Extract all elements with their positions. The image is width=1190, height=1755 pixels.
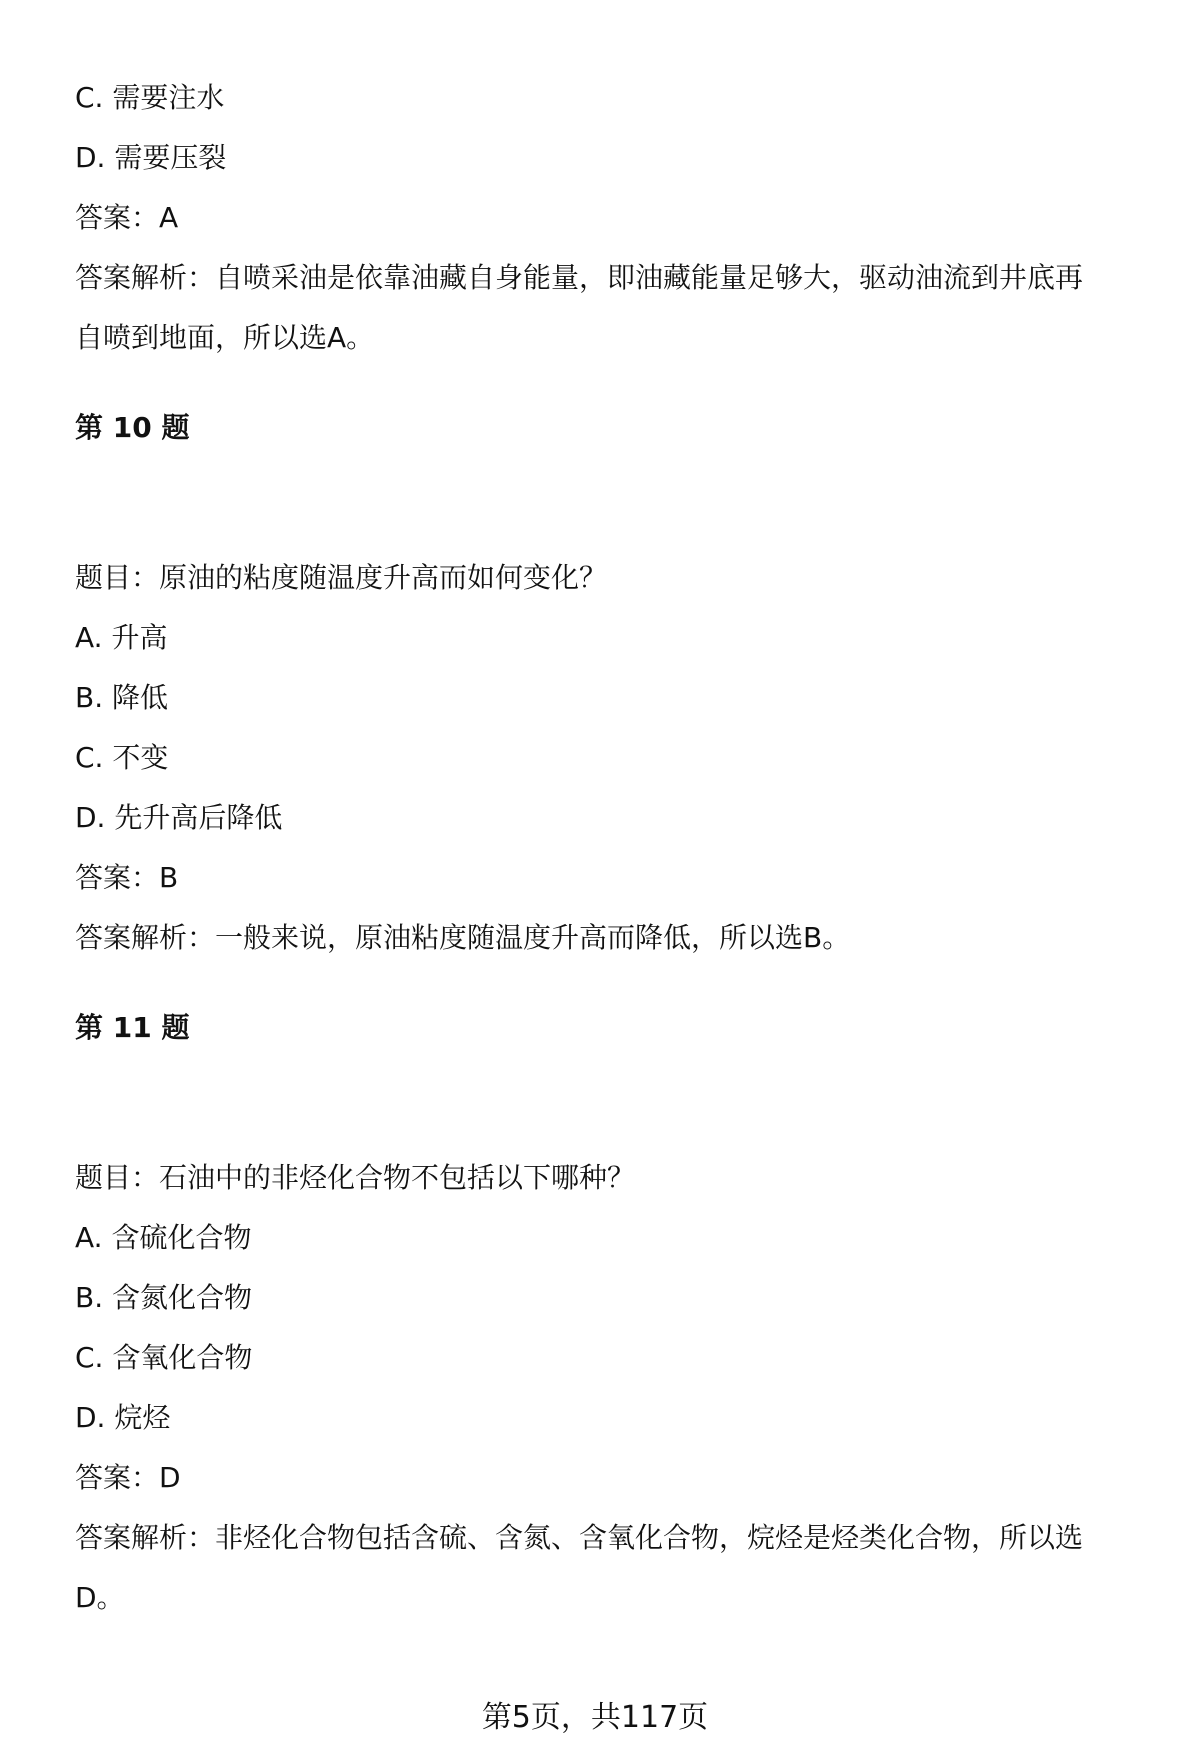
option-a: A. 升高 [75,621,168,654]
explanation-line: 答案解析：一般来说，原油粘度随温度升高而降低，所以选B。 [75,921,851,954]
question-heading: 第 10 题 [75,411,190,444]
answer: 答案：A [75,201,179,234]
option-d: D. 先升高后降低 [75,801,283,834]
option-b: B. 降低 [75,681,169,714]
question-text: 题目：原油的粘度随温度升高而如何变化？ [75,561,608,594]
explanation-line: 答案解析：非烃化合物包括含硫、含氮、含氧化合物，烷烃是烃类化合物，所以选 [75,1521,1084,1554]
question-text: 题目：石油中的非烃化合物不包括以下哪种？ [75,1161,636,1194]
explanation-line: 自喷到地面，所以选A。 [75,321,375,354]
option-a: A. 含硫化合物 [75,1221,252,1254]
question-heading: 第 11 题 [75,1011,190,1044]
option-d: D. 需要压裂 [75,141,227,174]
option-c: C. 需要注水 [75,81,225,114]
option-b: B. 含氮化合物 [75,1281,253,1314]
option-d: D. 烷烃 [75,1401,171,1434]
answer: 答案：B [75,861,179,894]
explanation-line: D。 [75,1581,125,1614]
option-c: C. 含氧化合物 [75,1341,253,1374]
page-number: 第5页，共117页 [481,1700,709,1735]
answer: 答案：D [75,1461,181,1494]
explanation-line: 答案解析：自喷采油是依靠油藏自身能量，即油藏能量足够大，驱动油流到井底再 [75,261,1084,294]
option-c: C. 不变 [75,741,169,774]
